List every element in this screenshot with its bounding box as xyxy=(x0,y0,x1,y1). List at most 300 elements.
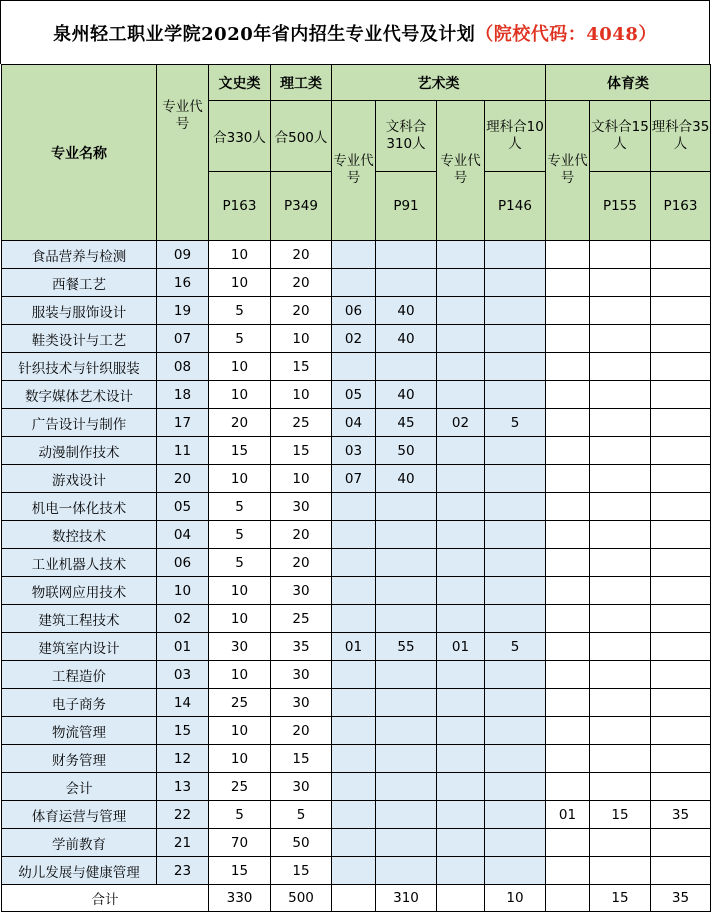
cell-major-name: 物流管理 xyxy=(2,717,157,745)
cell-art-code-1 xyxy=(332,689,376,717)
cell-pe-li xyxy=(651,857,711,885)
cell-wenshi: 25 xyxy=(209,773,271,801)
cell-art-li xyxy=(485,241,546,269)
cell-art-code-2 xyxy=(437,241,485,269)
cell-ligong: 20 xyxy=(271,241,332,269)
cell-art-code-2: 02 xyxy=(437,409,485,437)
cell-major-name: 机电一体化技术 xyxy=(2,493,157,521)
cell-art-code-1 xyxy=(332,829,376,857)
cell-pe-wen xyxy=(590,465,651,493)
cell-art-code-1: 05 xyxy=(332,381,376,409)
cell-art-code-1 xyxy=(332,353,376,381)
cell-ligong: 35 xyxy=(271,633,332,661)
cell-ligong: 20 xyxy=(271,549,332,577)
cell-ligong: 20 xyxy=(271,269,332,297)
cell-wenshi: 70 xyxy=(209,829,271,857)
total-pe-code xyxy=(546,885,590,912)
cell-major-name: 物联网应用技术 xyxy=(2,577,157,605)
cell-pe-code xyxy=(546,409,590,437)
cell-ligong: 30 xyxy=(271,577,332,605)
cell-pe-wen xyxy=(590,605,651,633)
header-art-li: 理科合10人 xyxy=(485,101,546,172)
cell-pe-code xyxy=(546,521,590,549)
cell-pe-li xyxy=(651,717,711,745)
cell-major-name: 幼儿发展与健康管理 xyxy=(2,857,157,885)
cell-pe-wen xyxy=(590,661,651,689)
cell-pe-wen xyxy=(590,857,651,885)
cell-art-code-1 xyxy=(332,269,376,297)
total-art-code-2 xyxy=(437,885,485,912)
cell-art-code-2 xyxy=(437,493,485,521)
cell-pe-code xyxy=(546,325,590,353)
cell-art-code-2: 01 xyxy=(437,633,485,661)
page-title xyxy=(0,0,710,64)
cell-pe-li xyxy=(651,437,711,465)
cell-pe-li xyxy=(651,745,711,773)
header-art-code-1: 专业代号 xyxy=(332,101,376,241)
total-label: 合计 xyxy=(2,885,209,912)
cell-art-code-1 xyxy=(332,717,376,745)
cell-ligong: 15 xyxy=(271,353,332,381)
cell-major-code: 19 xyxy=(157,297,209,325)
header-pe-wen: 文科合15人 xyxy=(590,101,651,172)
cell-art-li xyxy=(485,717,546,745)
cell-art-wen xyxy=(376,689,437,717)
total-art-li: 10 xyxy=(485,885,546,912)
cell-art-li xyxy=(485,689,546,717)
total-ligong: 500 xyxy=(271,885,332,912)
cell-pe-li xyxy=(651,689,711,717)
cell-major-code: 07 xyxy=(157,325,209,353)
table-row xyxy=(2,493,711,521)
cell-major-code: 11 xyxy=(157,437,209,465)
table-row xyxy=(2,325,711,353)
cell-art-li xyxy=(485,745,546,773)
cell-pe-wen xyxy=(590,633,651,661)
table-row xyxy=(2,297,711,325)
header-wenshi: 文史类 xyxy=(209,65,271,101)
cell-pe-code: 01 xyxy=(546,801,590,829)
cell-major-code: 02 xyxy=(157,605,209,633)
cell-art-code-2 xyxy=(437,465,485,493)
table-row xyxy=(2,745,711,773)
cell-pe-li xyxy=(651,353,711,381)
cell-major-name: 建筑室内设计 xyxy=(2,633,157,661)
cell-art-wen: 40 xyxy=(376,465,437,493)
table-row xyxy=(2,661,711,689)
cell-pe-li: 35 xyxy=(651,801,711,829)
cell-pe-wen xyxy=(590,689,651,717)
cell-art-code-1 xyxy=(332,241,376,269)
total-pe-wen: 15 xyxy=(590,885,651,912)
cell-ligong: 15 xyxy=(271,437,332,465)
cell-wenshi: 15 xyxy=(209,437,271,465)
cell-pe-li xyxy=(651,409,711,437)
cell-art-code-1: 03 xyxy=(332,437,376,465)
cell-wenshi: 10 xyxy=(209,605,271,633)
cell-art-li xyxy=(485,297,546,325)
cell-pe-wen xyxy=(590,521,651,549)
header-ligong: 理工类 xyxy=(271,65,332,101)
cell-major-name: 建筑工程技术 xyxy=(2,605,157,633)
cell-art-code-2 xyxy=(437,689,485,717)
cell-wenshi: 10 xyxy=(209,465,271,493)
cell-pe-code xyxy=(546,661,590,689)
cell-art-code-1 xyxy=(332,549,376,577)
cell-pe-code xyxy=(546,605,590,633)
cell-major-name: 广告设计与制作 xyxy=(2,409,157,437)
table-row xyxy=(2,521,711,549)
table-row xyxy=(2,717,711,745)
header-major-code: 专业代号 xyxy=(157,65,209,241)
cell-art-code-1 xyxy=(332,577,376,605)
cell-wenshi: 10 xyxy=(209,577,271,605)
cell-ligong: 25 xyxy=(271,605,332,633)
cell-pe-code xyxy=(546,465,590,493)
cell-pe-code xyxy=(546,689,590,717)
cell-ligong: 5 xyxy=(271,801,332,829)
header-ligong-total: 合500人 xyxy=(271,101,332,172)
cell-pe-code xyxy=(546,269,590,297)
cell-major-code: 06 xyxy=(157,549,209,577)
cell-pe-code xyxy=(546,829,590,857)
cell-art-li xyxy=(485,353,546,381)
cell-art-wen xyxy=(376,745,437,773)
total-art-code-1 xyxy=(332,885,376,912)
cell-pe-wen xyxy=(590,717,651,745)
cell-wenshi: 25 xyxy=(209,689,271,717)
cell-pe-wen xyxy=(590,549,651,577)
cell-ligong: 30 xyxy=(271,689,332,717)
cell-ligong: 30 xyxy=(271,493,332,521)
cell-wenshi: 5 xyxy=(209,493,271,521)
cell-pe-wen xyxy=(590,773,651,801)
table-row xyxy=(2,801,711,829)
cell-pe-li xyxy=(651,829,711,857)
cell-pe-code xyxy=(546,297,590,325)
cell-pe-li xyxy=(651,605,711,633)
cell-major-name: 针织技术与针织服装 xyxy=(2,353,157,381)
header-p-pe-wen: P155 xyxy=(590,172,651,241)
cell-art-wen: 40 xyxy=(376,297,437,325)
header-p-pe-li: P163 xyxy=(651,172,711,241)
cell-pe-code xyxy=(546,633,590,661)
cell-pe-code xyxy=(546,857,590,885)
cell-art-code-1 xyxy=(332,521,376,549)
table-row xyxy=(2,269,711,297)
table-row xyxy=(2,241,711,269)
cell-major-name: 西餐工艺 xyxy=(2,269,157,297)
cell-art-wen: 40 xyxy=(376,381,437,409)
cell-pe-code xyxy=(546,549,590,577)
cell-pe-li xyxy=(651,241,711,269)
cell-art-li xyxy=(485,465,546,493)
cell-pe-wen xyxy=(590,269,651,297)
cell-pe-li xyxy=(651,661,711,689)
table-row xyxy=(2,633,711,661)
cell-major-name: 食品营养与检测 xyxy=(2,241,157,269)
header-tiyu: 体育类 xyxy=(546,65,711,101)
cell-art-code-2 xyxy=(437,857,485,885)
cell-pe-code xyxy=(546,717,590,745)
cell-art-code-2 xyxy=(437,269,485,297)
cell-art-wen xyxy=(376,801,437,829)
header-art-code-2: 专业代号 xyxy=(437,101,485,241)
cell-art-li xyxy=(485,773,546,801)
cell-art-code-1: 01 xyxy=(332,633,376,661)
cell-art-code-2 xyxy=(437,745,485,773)
cell-major-name: 服装与服饰设计 xyxy=(2,297,157,325)
cell-pe-wen xyxy=(590,297,651,325)
cell-major-name: 电子商务 xyxy=(2,689,157,717)
cell-art-wen xyxy=(376,661,437,689)
cell-art-wen xyxy=(376,521,437,549)
cell-art-wen xyxy=(376,241,437,269)
cell-art-code-1 xyxy=(332,857,376,885)
cell-art-li xyxy=(485,857,546,885)
header-p-wenshi: P163 xyxy=(209,172,271,241)
cell-pe-code xyxy=(546,745,590,773)
cell-wenshi: 5 xyxy=(209,521,271,549)
cell-ligong: 30 xyxy=(271,773,332,801)
cell-wenshi: 10 xyxy=(209,745,271,773)
cell-art-code-2 xyxy=(437,353,485,381)
cell-art-li xyxy=(485,521,546,549)
cell-art-wen xyxy=(376,773,437,801)
cell-ligong: 10 xyxy=(271,465,332,493)
cell-art-wen xyxy=(376,493,437,521)
cell-major-code: 22 xyxy=(157,801,209,829)
cell-major-name: 体育运营与管理 xyxy=(2,801,157,829)
cell-pe-code xyxy=(546,577,590,605)
header-major-name: 专业名称 xyxy=(2,65,157,241)
cell-wenshi: 10 xyxy=(209,717,271,745)
cell-major-code: 10 xyxy=(157,577,209,605)
cell-major-name: 工程造价 xyxy=(2,661,157,689)
cell-art-li xyxy=(485,493,546,521)
cell-pe-code xyxy=(546,241,590,269)
cell-wenshi: 30 xyxy=(209,633,271,661)
cell-pe-wen xyxy=(590,437,651,465)
cell-major-name: 财务管理 xyxy=(2,745,157,773)
cell-art-wen xyxy=(376,577,437,605)
cell-pe-code xyxy=(546,493,590,521)
cell-major-code: 13 xyxy=(157,773,209,801)
table-row xyxy=(2,577,711,605)
cell-art-code-1: 07 xyxy=(332,465,376,493)
cell-ligong: 25 xyxy=(271,409,332,437)
cell-art-code-2 xyxy=(437,577,485,605)
header-wenshi-total: 合330人 xyxy=(209,101,271,172)
cell-art-li xyxy=(485,577,546,605)
cell-ligong: 50 xyxy=(271,829,332,857)
cell-pe-li xyxy=(651,297,711,325)
cell-art-li xyxy=(485,549,546,577)
cell-art-code-2 xyxy=(437,381,485,409)
total-wenshi: 330 xyxy=(209,885,271,912)
cell-major-code: 18 xyxy=(157,381,209,409)
cell-art-li xyxy=(485,605,546,633)
cell-major-name: 会计 xyxy=(2,773,157,801)
cell-major-code: 17 xyxy=(157,409,209,437)
cell-major-code: 21 xyxy=(157,829,209,857)
cell-pe-wen: 15 xyxy=(590,801,651,829)
table-row xyxy=(2,353,711,381)
cell-art-code-1 xyxy=(332,661,376,689)
cell-art-li xyxy=(485,829,546,857)
cell-art-li xyxy=(485,381,546,409)
cell-major-code: 01 xyxy=(157,633,209,661)
total-pe-li: 35 xyxy=(651,885,711,912)
cell-art-li xyxy=(485,437,546,465)
cell-art-wen: 40 xyxy=(376,325,437,353)
cell-art-li xyxy=(485,801,546,829)
cell-major-code: 05 xyxy=(157,493,209,521)
cell-pe-li xyxy=(651,521,711,549)
table-row xyxy=(2,773,711,801)
cell-major-name: 数控技术 xyxy=(2,521,157,549)
cell-pe-wen xyxy=(590,325,651,353)
enrollment-table xyxy=(1,64,711,912)
cell-wenshi: 10 xyxy=(209,661,271,689)
table-row xyxy=(2,437,711,465)
cell-wenshi: 10 xyxy=(209,381,271,409)
table-row xyxy=(2,689,711,717)
cell-ligong: 10 xyxy=(271,325,332,353)
cell-art-code-1: 02 xyxy=(332,325,376,353)
cell-pe-li xyxy=(651,549,711,577)
cell-art-code-1: 06 xyxy=(332,297,376,325)
cell-art-code-1: 04 xyxy=(332,409,376,437)
cell-ligong: 20 xyxy=(271,717,332,745)
table-row xyxy=(2,381,711,409)
cell-wenshi: 15 xyxy=(209,857,271,885)
cell-art-wen xyxy=(376,549,437,577)
cell-art-code-2 xyxy=(437,773,485,801)
cell-art-code-2 xyxy=(437,437,485,465)
cell-pe-wen xyxy=(590,353,651,381)
cell-art-wen: 45 xyxy=(376,409,437,437)
header-p-art-li: P146 xyxy=(485,172,546,241)
cell-wenshi: 20 xyxy=(209,409,271,437)
cell-major-name: 学前教育 xyxy=(2,829,157,857)
cell-wenshi: 10 xyxy=(209,241,271,269)
cell-major-code: 04 xyxy=(157,521,209,549)
cell-ligong: 15 xyxy=(271,745,332,773)
cell-art-wen xyxy=(376,269,437,297)
cell-art-wen xyxy=(376,605,437,633)
cell-art-code-2 xyxy=(437,605,485,633)
cell-art-code-2 xyxy=(437,829,485,857)
header-art-wen: 文科合310人 xyxy=(376,101,437,172)
cell-art-code-2 xyxy=(437,325,485,353)
cell-major-code: 23 xyxy=(157,857,209,885)
cell-major-code: 08 xyxy=(157,353,209,381)
cell-ligong: 20 xyxy=(271,521,332,549)
header-yishu: 艺术类 xyxy=(332,65,546,101)
cell-pe-li xyxy=(651,773,711,801)
cell-pe-li xyxy=(651,465,711,493)
cell-pe-code xyxy=(546,437,590,465)
cell-art-code-2 xyxy=(437,717,485,745)
cell-art-code-1 xyxy=(332,801,376,829)
cell-art-li xyxy=(485,325,546,353)
cell-art-li: 5 xyxy=(485,633,546,661)
title-school-code: （院校代码：4048） xyxy=(475,23,657,45)
cell-art-code-2 xyxy=(437,801,485,829)
cell-art-li xyxy=(485,661,546,689)
cell-major-name: 动漫制作技术 xyxy=(2,437,157,465)
cell-art-wen xyxy=(376,717,437,745)
cell-pe-wen xyxy=(590,577,651,605)
cell-ligong: 30 xyxy=(271,661,332,689)
header-pe-li: 理科合35人 xyxy=(651,101,711,172)
cell-pe-li xyxy=(651,577,711,605)
cell-art-code-1 xyxy=(332,773,376,801)
cell-art-wen xyxy=(376,857,437,885)
cell-wenshi: 5 xyxy=(209,325,271,353)
cell-pe-code xyxy=(546,773,590,801)
cell-art-li xyxy=(485,269,546,297)
cell-pe-li xyxy=(651,493,711,521)
table-row xyxy=(2,605,711,633)
cell-wenshi: 5 xyxy=(209,297,271,325)
cell-art-code-1 xyxy=(332,493,376,521)
total-art-wen: 310 xyxy=(376,885,437,912)
cell-pe-li xyxy=(651,269,711,297)
cell-major-code: 20 xyxy=(157,465,209,493)
cell-pe-li xyxy=(651,633,711,661)
table-row xyxy=(2,857,711,885)
cell-ligong: 20 xyxy=(271,297,332,325)
cell-ligong: 10 xyxy=(271,381,332,409)
cell-major-code: 12 xyxy=(157,745,209,773)
cell-major-name: 鞋类设计与工艺 xyxy=(2,325,157,353)
cell-art-wen xyxy=(376,353,437,381)
cell-major-code: 15 xyxy=(157,717,209,745)
cell-major-code: 09 xyxy=(157,241,209,269)
cell-wenshi: 10 xyxy=(209,353,271,381)
table-row xyxy=(2,409,711,437)
cell-pe-wen xyxy=(590,241,651,269)
cell-art-li: 5 xyxy=(485,409,546,437)
cell-pe-li xyxy=(651,325,711,353)
header-p-ligong: P349 xyxy=(271,172,332,241)
cell-pe-wen xyxy=(590,409,651,437)
cell-major-code: 16 xyxy=(157,269,209,297)
cell-art-code-1 xyxy=(332,605,376,633)
header-p-art-wen: P91 xyxy=(376,172,437,241)
cell-major-code: 14 xyxy=(157,689,209,717)
cell-art-code-2 xyxy=(437,521,485,549)
cell-pe-wen xyxy=(590,381,651,409)
cell-major-name: 游戏设计 xyxy=(2,465,157,493)
cell-major-name: 工业机器人技术 xyxy=(2,549,157,577)
cell-art-code-2 xyxy=(437,297,485,325)
cell-major-code: 03 xyxy=(157,661,209,689)
cell-wenshi: 5 xyxy=(209,549,271,577)
table-row xyxy=(2,465,711,493)
cell-pe-wen xyxy=(590,829,651,857)
cell-pe-code xyxy=(546,381,590,409)
cell-art-code-1 xyxy=(332,745,376,773)
cell-art-wen xyxy=(376,829,437,857)
header-pe-code: 专业代号 xyxy=(546,101,590,241)
cell-ligong: 15 xyxy=(271,857,332,885)
total-row xyxy=(2,885,711,912)
table-row xyxy=(2,549,711,577)
cell-pe-code xyxy=(546,353,590,381)
